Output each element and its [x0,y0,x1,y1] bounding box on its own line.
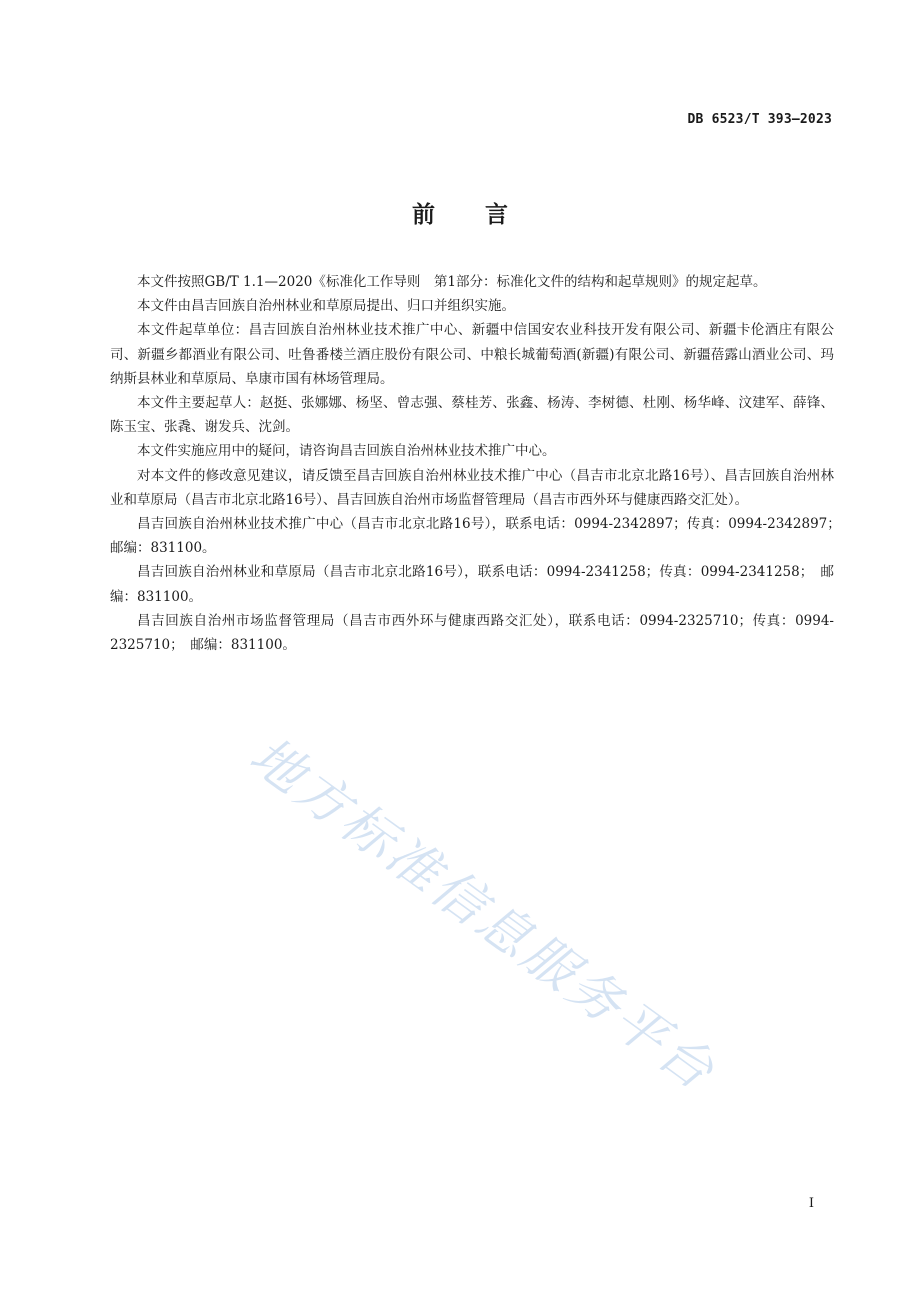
paragraph-drafting-units: 本文件起草单位：昌吉回族自治州林业技术推广中心、新疆中信国安农业科技开发有限公司、新疆卡伦酒庄有限公司、新疆乡都酒业有限公司、吐鲁番楼兰酒庄股份有限公司、中粮长城葡萄酒(新疆)有限公司、新疆蓓露山酒业公司、玛纳斯县林业和草原局、阜康市国有林场管理局。 [110,322,834,387]
paragraph-inquiry: 本文件实施应用中的疑问，请咨询昌吉回族自治州林业技术推广中心。 [137,443,556,460]
paragraph-contact-market-bureau: 昌吉回族自治州市场监督管理局（昌吉市西外环与健康西路交汇处），联系电话：0994-2325710；传真：0994-2325710； 邮编：831100。 [110,612,834,654]
document-code: DB 6523/T 393—2023 [687,112,832,127]
paragraph-drafting-basis: 本文件按照GB/T 1.1—2020《标准化工作导则 第1部分：标准化文件的结构和起草规则》的规定起草。 [137,274,767,290]
page-number: I [808,1196,814,1211]
paragraph-feedback: 对本文件的修改意见建议，请反馈至昌吉回族自治州林业技术推广中心（昌吉市北京北路16号）、昌吉回族自治州林业和草原局（昌吉市北京北路16号）、昌吉回族自治州市场监督管理局（昌吉市西外环与健康西路交汇处）。 [110,467,834,508]
watermark: 地方标准信息服务平台 [238,725,727,1104]
document-body [110,270,848,657]
paragraph-proposer: 本文件由昌吉回族自治州林业和草原局提出、归口并组织实施。 [137,298,515,315]
paragraph-contact-forestry-bureau: 昌吉回族自治州林业和草原局（昌吉市北京北路16号），联系电话：0994-2341258；传真：0994-2341258； 邮编：831100。 [110,564,834,605]
paragraph-drafters: 本文件主要起草人：赵挺、张娜娜、杨坚、曾志强、蔡桂芳、张鑫、杨涛、李树德、杜刚、杨华峰、汶建军、薛锋、陈玉宝、张毳、谢发兵、沈剑。 [110,395,834,436]
paragraph-contact-forestry-center: 昌吉回族自治州林业技术推广中心（昌吉市北京北路16号），联系电话：0994-2342897；传真：0994-2342897； 邮编：831100。 [110,516,848,557]
page-title: 前言 [412,202,558,228]
